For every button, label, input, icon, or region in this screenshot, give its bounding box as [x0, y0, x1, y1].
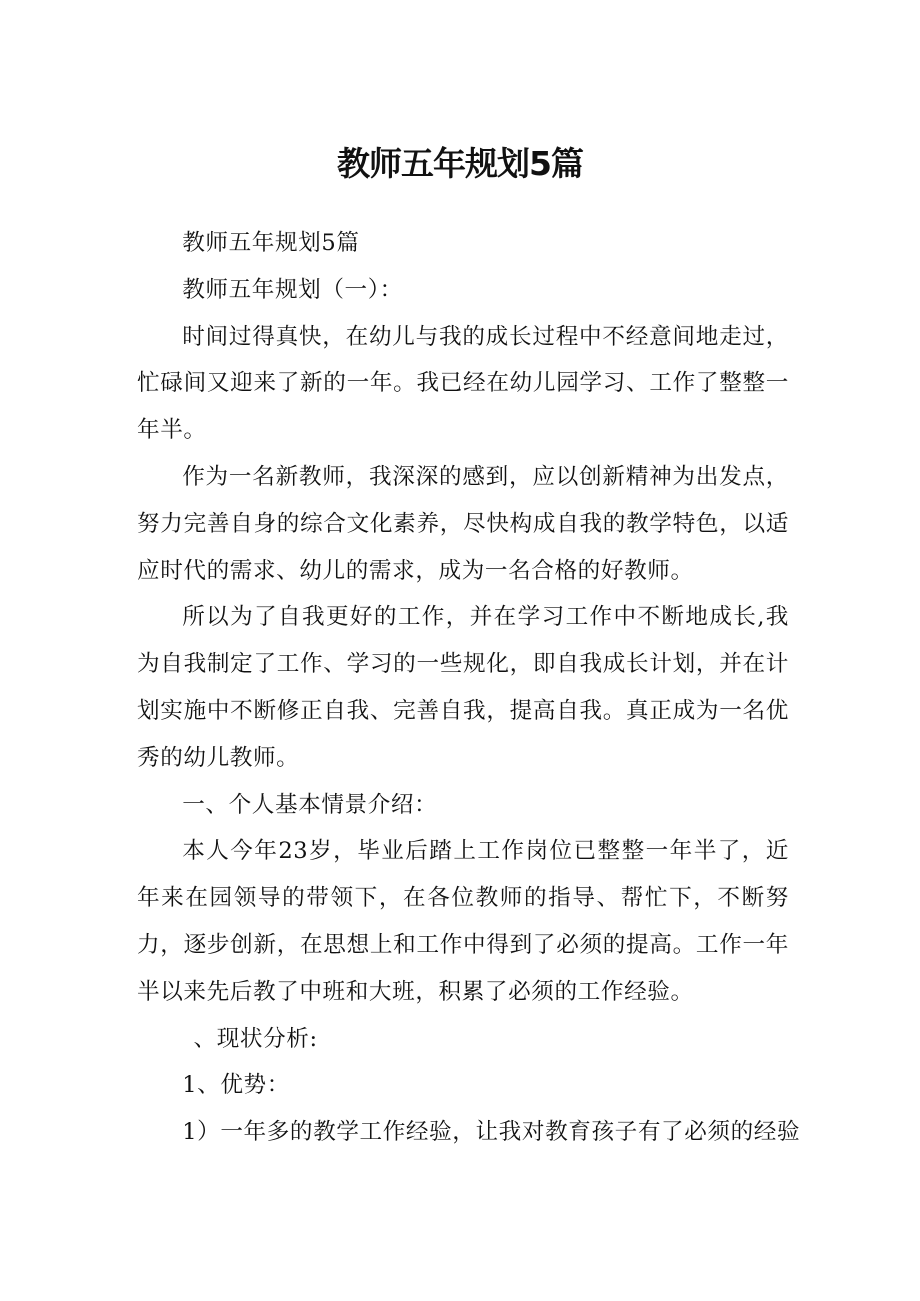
paragraph-new-teacher: 作为一名新教师，我深深的感到，应以创新精神为出发点，努力完善自身的综合文化素养，尽快构成自我的教学特色，以适应时代的需求、幼儿的需求，成为一名合格的好教师。 [137, 463, 789, 584]
list-item-experience: 1）一年多的教学工作经验，让我对教育孩子有了必须的经验 [182, 1119, 801, 1146]
document-title: 教师五年规划5篇 [337, 144, 583, 183]
paragraph-growth-plan: 所以为了自我更好的工作，并在学习工作中不断地成长,我为自我制定了工作、学习的一些规化，即自我成长计划，并在计划实施中不断修正自我、完善自我，提高自我。真正成为一名优秀的幼儿教师。 [137, 604, 789, 771]
section-heading-personal-info: 一、个人基本情景介绍： [182, 791, 438, 818]
section-heading-status-analysis: 、现状分析: [193, 1025, 318, 1052]
document-body [137, 220, 801, 1156]
subtitle-line: 教师五年规划5篇 [182, 230, 360, 256]
section-heading-plan-one: 教师五年规划（一）： [182, 276, 403, 303]
subheading-strengths: 1、优势： [182, 1072, 290, 1099]
paragraph-personal-info: 本人今年23岁，毕业后踏上工作岗位已整整一年半了，近年来在园领导的带领下，在各位教师的指导、帮忙下，不断努力，逐步创新，在思想上和工作中得到了必须的提高。工作一年半以来先后教了中班和大班，积累了必须的工作经验。 [137, 838, 789, 1005]
paragraph-time-flies: 时间过得真快，在幼儿与我的成长过程中不经意间地走过，忙碌间又迎来了新的一年。我已经在幼儿园学习、工作了整整一年半。 [137, 323, 789, 444]
